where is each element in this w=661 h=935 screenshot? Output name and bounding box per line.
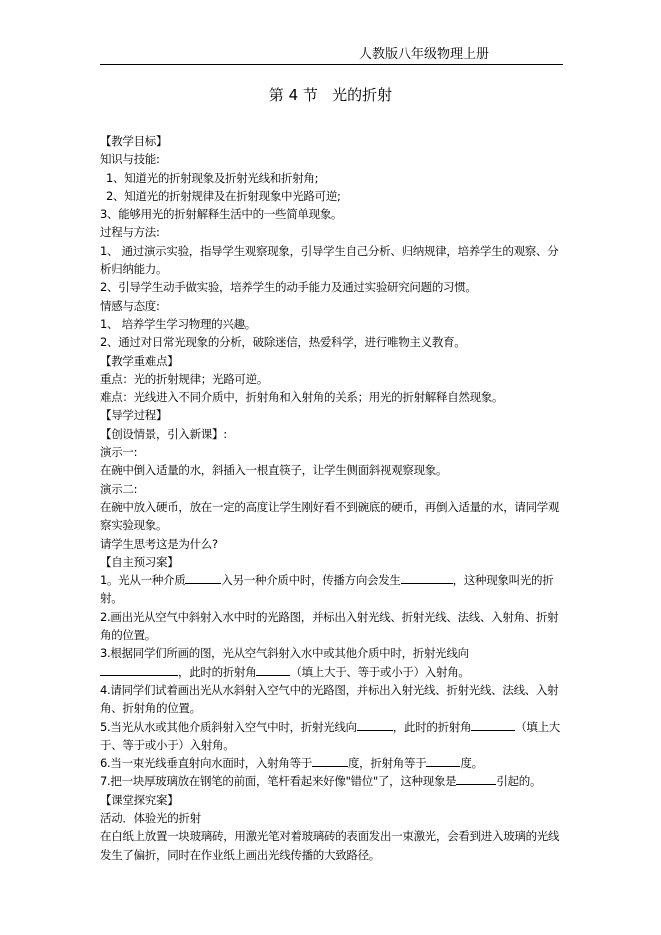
question-6-part-c: 度。 bbox=[460, 756, 483, 771]
heading-class-inquiry: 【课堂探究案】 bbox=[100, 792, 179, 807]
page-header bbox=[100, 44, 563, 65]
objective-item: 1、知道光的折射现象及折射光线和折射角; bbox=[106, 170, 319, 185]
question-5-part-c: （填上大于、等于或小于）入射角。 bbox=[100, 719, 560, 752]
heading-self-study: 【自主预习案】 bbox=[100, 554, 179, 569]
document-body bbox=[100, 132, 563, 864]
answer-blank bbox=[426, 754, 460, 767]
question-7-part-a: 7.把一块厚玻璃放在钢笔的前面，笔杆看起来好像"错位"了，这种现象是 bbox=[100, 774, 457, 789]
section-title: 第 4 节 光的折射 bbox=[268, 86, 393, 104]
subheading-emotion-attitude: 情感与态度: bbox=[100, 298, 160, 313]
process-item: 1、 通过演示实验，指导学生观察现象，引导学生自己分析、归纳规律，培养学生的观察、分析归纳能力。 bbox=[100, 243, 559, 277]
question-4: 4.请同学们试着画出光从水斜射入空气中的光路图，并标出入射光线、折射光线、法线、入射角、折射角的位置。 bbox=[100, 682, 559, 716]
answer-blank bbox=[401, 571, 453, 584]
emotion-item: 2、通过对日常光现象的分析，破除迷信，热爱科学，进行唯物主义教育。 bbox=[100, 335, 466, 350]
answer-blank bbox=[185, 571, 221, 584]
heading-key-points: 【教学重难点】 bbox=[100, 353, 179, 368]
answer-blank bbox=[456, 772, 496, 785]
heading-guided-process: 【导学过程】 bbox=[100, 408, 168, 423]
activity-text: 在白纸上放置一块玻璃砖，用激光笔对着玻璃砖的表面发出一束激光，会看到进入玻璃的光线发生了偏折，同时在作业纸上画出光线传播的大致路径。 bbox=[100, 829, 560, 862]
question-1-part-a: 1。光从一种介质 bbox=[100, 573, 186, 588]
question-6-part-a: 6.当一束光线垂直射向水面时，入射角等于 bbox=[100, 756, 312, 771]
emotion-item: 1、 培养学生学习物理的兴趣。 bbox=[100, 316, 256, 331]
question-3-part-a: 3.根据同学们所画的图，光从空气斜射入水中或其他介质中时，折射光线向 bbox=[100, 646, 469, 661]
answer-blank bbox=[256, 663, 290, 676]
question-7 bbox=[100, 772, 563, 790]
demo-two-text: 在碗中放入硬币，放在一定的高度让学生刚好看不到碗底的硬币，再倒入适量的水，请同学观察实验现象。 bbox=[100, 499, 560, 533]
demo-one-label: 演示一: bbox=[100, 445, 138, 460]
question-3 bbox=[100, 644, 563, 681]
answer-blank bbox=[312, 754, 348, 767]
process-item: 2、引导学生动手做实验，培养学生的动手能力及通过实验研究问题的习惯。 bbox=[100, 280, 477, 295]
answer-blank bbox=[471, 718, 515, 731]
demo-one-text: 在碗中倒入适量的水，斜插入一根直筷子，让学生侧面斜视观察现象。 bbox=[100, 463, 448, 478]
activity-title: 活动．体验光的折射 bbox=[100, 810, 201, 825]
subheading-process-method: 过程与方法: bbox=[100, 225, 160, 240]
objective-item: 3、能够用光的折射解释生活中的一些简单现象。 bbox=[100, 207, 343, 222]
question-1-part-c: ，这种现象叫光的折射。 bbox=[100, 573, 554, 606]
answer-blank bbox=[100, 663, 178, 676]
heading-objectives: 【教学目标】 bbox=[100, 134, 168, 148]
question-6 bbox=[100, 754, 563, 772]
heading-scenario: 【创设情景，引入新课】: bbox=[100, 426, 227, 441]
question-5-part-a: 5.当光从水或其他介质斜射入空气中时，折射光线向 bbox=[100, 719, 357, 734]
difficult-point: 难点：光线进入不同介质中，折射角和入射角的关系；用光的折射解释自然现象。 bbox=[100, 390, 504, 405]
question-7-part-b: 引起的。 bbox=[496, 774, 542, 789]
demo-two-label: 演示二: bbox=[100, 481, 138, 496]
question-5-part-b: ，此时的折射角 bbox=[392, 719, 472, 734]
question-6-part-b: 度，折射角等于 bbox=[347, 756, 427, 771]
key-point: 重点：光的折射规律；光路可逆。 bbox=[100, 371, 268, 386]
question-1 bbox=[100, 571, 563, 608]
header-text: 人教版八年级物理上册 bbox=[358, 47, 489, 62]
objective-item: 2、知道光的折射规律及在折射现象中光路可逆; bbox=[106, 188, 341, 203]
answer-blank bbox=[357, 718, 393, 731]
question-3-part-b: ，此时的折射角 bbox=[178, 664, 257, 679]
subheading-knowledge-skills: 知识与技能: bbox=[100, 152, 160, 167]
question-3-part-c: （填上大于、等于或小于）入射角。 bbox=[290, 664, 470, 679]
think-question: 请学生思考这是为什么? bbox=[100, 536, 218, 551]
question-1-part-b: 入另一种介质中时，传播方向会发生 bbox=[221, 573, 401, 588]
question-5 bbox=[100, 718, 563, 755]
question-2: 2.画出光从空气中斜射入水中时的光路图，并标出入射光线、折射光线、法线、入射角、折射角的位置。 bbox=[100, 609, 559, 643]
